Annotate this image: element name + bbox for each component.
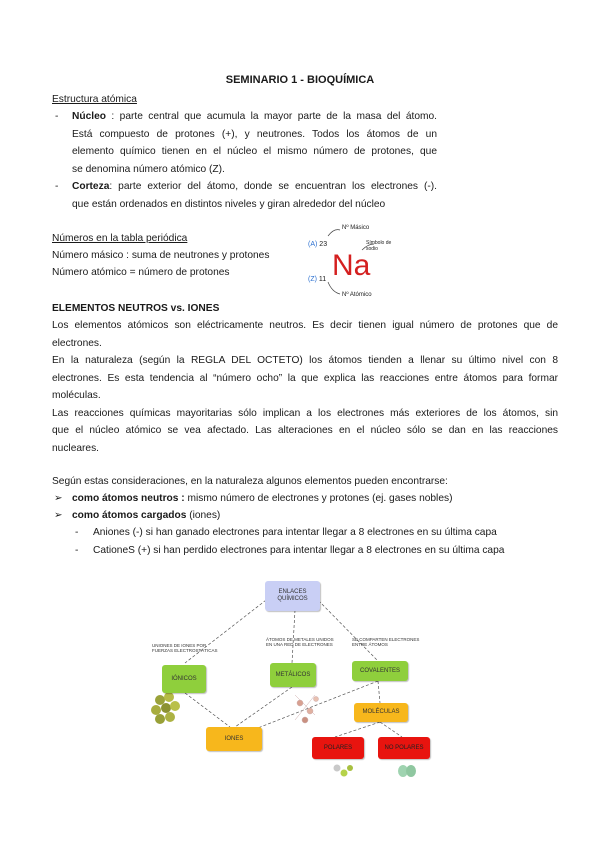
- moleculas-box: MOLÉCULAS: [354, 703, 408, 722]
- bullet-cargados-label: como átomos cargados: [72, 510, 187, 521]
- ionic-crystal-image: [151, 692, 180, 724]
- masico-line: Número másico : suma de neutrones y protones: [52, 250, 270, 261]
- enlaces-quimicos-box: ENLACES QUÍMICOS: [265, 581, 320, 611]
- bullet-cargados-text: (iones): [186, 510, 221, 521]
- atomic-number: [308, 276, 326, 283]
- p1-line-1: Los elementos atómicos son eléctricamente neutros. Es decir tienen igual número de protones que de: [52, 320, 558, 331]
- p3-line-1: Las reacciones químicas mayoritarias sólo implican a los electrones más exteriores de los átomos, sin: [52, 407, 558, 419]
- p2-line-2: electrones. Es esta tendencia al “número ocho” la que explica las reacciones entre átomos para formar: [52, 372, 558, 384]
- section-heading-estructura: Estructura atómica: [52, 94, 137, 105]
- section-heading-neutros: ELEMENTOS NEUTROS vs. IONES: [52, 303, 220, 314]
- intro-line: Según estas consideraciones, en la naturaleza algunos elementos pueden encontrarse:: [52, 476, 448, 487]
- a-value: 23: [319, 241, 328, 248]
- polares-box: POLARES: [312, 737, 364, 759]
- corteza-line-1: : parte exterior del átomo, donde se encuentran los electrones (-).: [109, 181, 437, 192]
- corteza-label: Corteza: [72, 181, 110, 192]
- corteza-paragraph: [72, 178, 437, 213]
- corteza-line-2: que están ordenados en distintos niveles y giran alrededor del núcleo: [72, 198, 386, 210]
- covalentes-box: COVALENTES: [352, 661, 408, 681]
- p3-line-3: nucleares.: [52, 442, 100, 454]
- p2-line-1: En la naturaleza (según la REGLA DEL OCTETO) los átomos tienden a llenar su último nivel con 8: [52, 355, 558, 366]
- bullet-dash: -: [55, 111, 59, 122]
- a-label: (A): [308, 241, 318, 248]
- metalicos-box: METÁLICOS: [270, 663, 316, 687]
- z-label: (Z): [308, 276, 317, 283]
- bullet-dash: -: [75, 545, 79, 556]
- bullet-dash: -: [55, 181, 59, 192]
- ionicos-box: IÓNICOS: [162, 665, 206, 693]
- paragraph-neutros: [52, 317, 558, 457]
- bullet-neutros-label: como átomos neutros :: [72, 493, 185, 504]
- note-ionicos: UNIONES DE IONES POR FUERZAS ELECTROSTÁTICAS: [152, 643, 218, 653]
- section-heading-tabla: Números en la tabla periódica: [52, 233, 188, 244]
- arrow-bullet-icon: ➢: [54, 493, 63, 504]
- mass-number: [308, 241, 327, 248]
- enlaces-diagram: [140, 575, 440, 785]
- sub-aniones: Aniones (-) si han ganado electrones para intentar llegar a 8 electrones en su última capa: [93, 527, 497, 538]
- simbolo-caption: Símbolo de sodio: [366, 240, 392, 252]
- masico-caption: Nº Másico: [342, 225, 370, 231]
- nucleo-label: Núcleo: [72, 111, 106, 122]
- nucleo-paragraph: [72, 108, 437, 178]
- note-metalicos: ÁTOMOS DE METALES UNIDOS EN UNA RED DE ELECTRONES: [266, 637, 334, 647]
- z-value: 11: [318, 276, 327, 283]
- atomico-caption: Nº Atómico: [342, 292, 372, 298]
- p1-line-2: electrones.: [52, 337, 102, 349]
- p3-line-2: que el núcleo atómico se vea afectado. Las alteraciones en el núcleo sólo se dan en las reacciones: [52, 425, 558, 436]
- no-polares-box: NO POLARES: [378, 737, 430, 759]
- bullet-dash: -: [75, 527, 79, 538]
- atomico-line: Número atómico = número de protones: [52, 267, 230, 278]
- note-covalentes: SE COMPARTEN ELECTRONES ENTRE ÁTOMOS: [352, 637, 420, 647]
- element-symbol: Na: [332, 249, 371, 282]
- iones-box: IONES: [206, 727, 262, 751]
- sub-cationes: CationeS (+) si han perdido electrones para intentar llegar a 8 electrones en su última capa: [93, 545, 505, 556]
- nucleo-line-2: Está compuesto de protones (+), y neutrones. Todos los átomos de un: [72, 128, 437, 140]
- p2-line-3: moléculas.: [52, 390, 101, 401]
- page-title: SEMINARIO 1 - BIOQUÍMICA: [225, 74, 375, 86]
- arrow-bullet-icon: ➢: [54, 510, 63, 521]
- bullet-neutros-text: mismo número de electrones y protones (ej. gases nobles): [184, 493, 453, 504]
- sodium-figure: [298, 222, 418, 302]
- nonpolar-molecule-image: [398, 765, 416, 777]
- nucleo-line-4: se denomina número atómico (Z).: [72, 163, 225, 175]
- nucleo-line-1: : parte central que acumula la mayor parte de la masa del átomo.: [111, 111, 437, 122]
- bullet-neutros: [72, 490, 452, 508]
- bullet-cargados: [72, 507, 220, 525]
- nucleo-line-3: elemento químico tienen en el núcleo el mismo número de protones, que: [72, 146, 437, 157]
- polar-molecule-image: [334, 765, 354, 777]
